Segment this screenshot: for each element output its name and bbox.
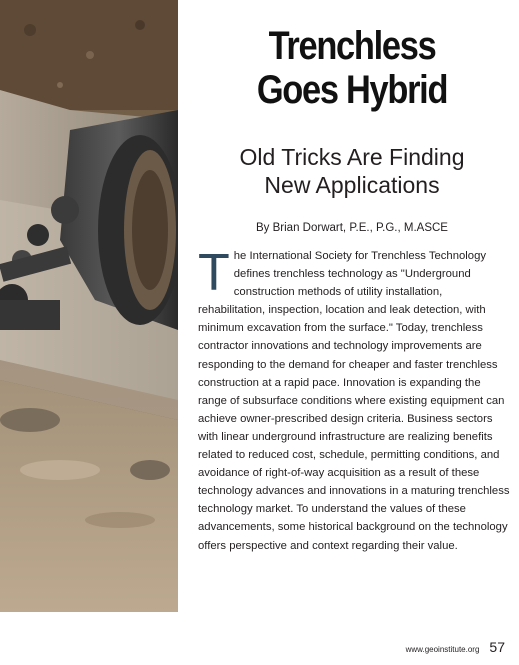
article-photo [0, 0, 178, 612]
photo-illustration [0, 0, 178, 612]
drop-cap: T [198, 244, 230, 302]
page-number: 57 [489, 639, 505, 655]
article-title [218, 24, 486, 112]
title-line-1: Trenchless [268, 24, 436, 68]
title-line-2: Goes Hybrid [256, 68, 448, 112]
byline: By Brian Dorwart, P.E., P.G., M.ASCE [256, 222, 448, 234]
page-footer [406, 639, 505, 655]
subtitle-line-1: Old Tricks Are Finding [239, 144, 465, 170]
subtitle-line-2: New Applications [264, 172, 440, 198]
body-paragraph: he International Society for Trenchless Technology defines trenchless technology as "Underground construction methods of utility installation, rehabilitation, inspection, location and leak detection, with minimum excavation from the surface." Today, trenchless contractor innovations and technology improvements are responding to the demand for cheaper and faster trenchless construction at a rapid pace. Innovation is expanding the range of subsurface conditions where existing equipment can achieve owner-prescribed design criteria. Business sectors with linear underground infrastructure are realizing benefits related to reduced cost, schedule, permitting conditions, and avoidance of right-of-way acquisition as a result of these technology advances and innovations in a maturing trenchless technology market. To understand the values of these advancements, some historical background on the technology offers perspective and context regarding their value. [198, 250, 510, 552]
website-url: www.geoinstitute.org [405, 645, 480, 654]
article-body [198, 244, 510, 555]
article-subtitle [196, 143, 508, 199]
